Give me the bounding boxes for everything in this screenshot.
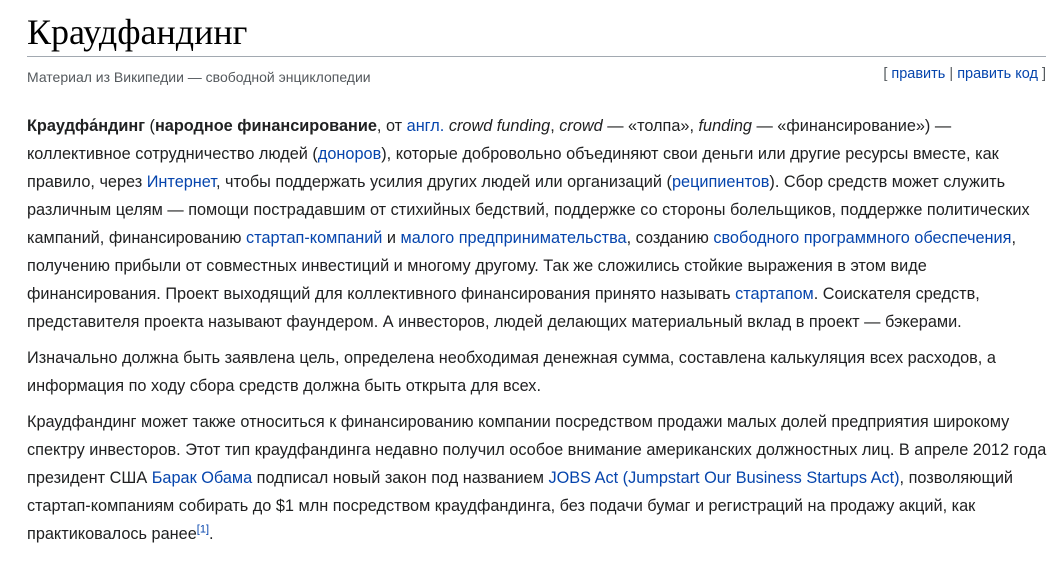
wiki-link[interactable]: реципиентов [671, 173, 770, 191]
text-run: , чтобы поддержать усилия других людей или организаций ( [215, 173, 672, 191]
text-run: — «толпа», [602, 117, 699, 135]
text-run: подписал новый закон под названием [252, 469, 549, 487]
italic-text: funding [698, 117, 752, 135]
edit-links-open-bracket: [ [883, 66, 888, 82]
wiki-link[interactable]: JOBS Act (Jumpstart Our Business Startups Act) [548, 469, 900, 487]
bold-text: народное финансирование [154, 117, 377, 135]
edit-link[interactable]: править [891, 66, 946, 82]
bold-text: Краудфа́ндинг [27, 117, 146, 135]
wiki-link[interactable]: стартапом [735, 285, 814, 303]
text-run: — «финансирование») — коллективное сотрудничество людей ( [27, 117, 952, 163]
text-run: , созданию [626, 229, 714, 247]
text-run: , получению прибыли от совместных инвестиций и многому другому. Так же сложились стойкие выражения в этом виде финансирования. Проект выходящий для коллективного финансирования принято называть [27, 229, 1016, 303]
article-body [27, 112, 1049, 556]
edit-links [883, 63, 1046, 85]
paragraph [27, 112, 1049, 336]
italic-text: crowd funding [448, 117, 551, 135]
wiki-link[interactable]: доноров [317, 145, 382, 163]
text-run: . Соискателя средств, представителя проекта называют фаундером. А инвесторов, людей делающих материальный вклад в проект — бэкерами. [27, 285, 980, 331]
page-title: Краудфандинг [27, 12, 248, 52]
title-divider [27, 56, 1046, 57]
paragraph [27, 408, 1049, 548]
text-run: , позволяющий стартап-компаниям собирать до $1 млн посредством краудфандинга, без подачи бумаг и регистраций на продажу акций, как практиковалось ранее [27, 469, 1014, 543]
text-run: , [550, 117, 560, 135]
wiki-link[interactable]: малого предпринимательства [400, 229, 627, 247]
edit-links-close-bracket: ] [1041, 66, 1046, 82]
wiki-link[interactable]: Интернет [146, 173, 216, 191]
text-run: . [209, 525, 214, 543]
site-tagline: Материал из Википедии — свободной энциклопедии [27, 69, 371, 85]
text-run: ), которые добровольно объединяют свои деньги или другие ресурсы вместе, как правило, через [27, 145, 999, 191]
wiki-link[interactable]: Барак Обама [151, 469, 253, 487]
text-run: Краудфандинг может также относиться к финансированию компании посредством продажи малых долей предприятия широкому спектру инвесторов. Этот тип краудфандинга недавно получил особое внимание американских должностных лиц. В апреле 2012 года президент США [27, 413, 1047, 487]
superscript [197, 524, 209, 536]
wiki-link[interactable]: свободного программного обеспечения [713, 229, 1012, 247]
text-run: , от [376, 117, 407, 135]
italic-text: crowd [559, 117, 603, 135]
text-run: ). Сбор средств может служить различным целям — помощи пострадавшим от стихийных бедствий, поддержке со стороны болельщиков, поддержке политических кампаний, финансированию [27, 173, 1030, 247]
edit-links-separator: | [949, 66, 954, 82]
edit-source-link[interactable]: править код [957, 66, 1038, 82]
text-run: Изначально должна быть заявлена цель, определена необходимая денежная сумма, составлена калькуляция всех расходов, а информация по ходу сбора средств должна быть открыта для всех. [27, 349, 996, 395]
wiki-link[interactable]: англ. [406, 117, 445, 135]
text-run: ( [145, 117, 155, 135]
paragraph [27, 344, 1049, 400]
reference-link[interactable]: [1] [196, 523, 209, 536]
text-run: и [382, 229, 401, 247]
wiki-link[interactable]: стартап-компаний [246, 229, 383, 247]
